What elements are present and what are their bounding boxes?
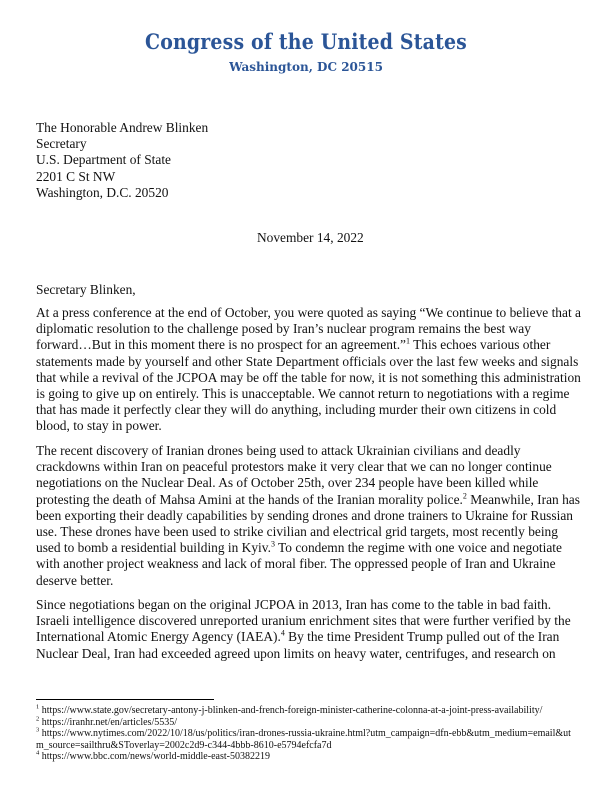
footnote-link[interactable]: https://www.nytimes.com/2022/10/18/us/politics/iran-drones-russia-ukraine.html?utm_campaign=dfn-ebb&utm_medium=email&utm_source=sailthru&SToverlay=2002c2d9-c344-4bbb-8610-e5794efcfa7d [36, 728, 571, 751]
footnote-number: 4 [36, 750, 40, 758]
address-line: Secretary [36, 136, 87, 152]
footnotes [36, 705, 576, 763]
footnote-item [36, 717, 576, 729]
body-paragraph-1 [36, 305, 581, 435]
footnote-item [36, 751, 576, 763]
paragraph-text: This echoes various other statements made by yourself and other State Department officials over the last few weeks and signals that while a revival of the JCPOA may be off the table for now, it is not something this administration is going to give up on entirely. This is unacceptable. We cannot return to negotiations with a regime that has made it perfectly clear they will do anything, including murder their own citizens in cold blood, to stay in power. [36, 337, 581, 434]
letterhead-title: Congress of the United States [144, 29, 468, 54]
footnote-item [36, 705, 576, 717]
footnote-ref[interactable]: 2 [462, 491, 467, 501]
paragraph-text: Since negotiations began on the original JCPOA in 2013, Iran has come to the table in bad faith. Israeli intelligence discovered unreported uranium enrichment sites that were further verified by the International Atomic Energy Agency (IAEA). [36, 597, 571, 645]
paragraph-text: Meanwhile, Iran has been exporting their deadly capabilities by sending drones and drone trainers to Ukraine for Russian use. These drones have been used to strike civilian and electrical grid targets, most recently being used to bomb a residential building in Kyiv. [36, 491, 580, 556]
footnote-link[interactable]: https://iranhr.net/en/articles/5535/ [39, 716, 177, 728]
footnote-ref[interactable]: 3 [270, 539, 275, 549]
paragraph-text: To condemn the regime with one voice and negotiate with another project weakness and lack of moral fiber. The oppressed people of Iran and Ukraine deserve better. [36, 540, 562, 588]
footnote-link[interactable]: https://www.state.gov/secretary-antony-j-blinken-and-french-foreign-minister-catherine-colonna-at-a-joint-press-availability/ [39, 705, 543, 716]
footnote-divider [36, 699, 214, 700]
recipient-address [36, 120, 208, 201]
address-line: The Honorable Andrew Blinken [36, 120, 209, 135]
paragraph-text: At a press conference at the end of October, you were quoted as saying “We continue to believe that a diplomatic resolution to the challenge posed by Iran’s nuclear program remains the best way forward…But in this moment there is no prospect for an agreement.” [36, 305, 581, 353]
address-line: 2201 C St NW [36, 168, 116, 184]
salutation: Secretary Blinken, [36, 282, 136, 297]
footnote-ref[interactable]: 1 [406, 336, 410, 346]
letterhead [0, 30, 612, 74]
footnote-link[interactable]: https://www.bbc.com/news/world-middle-east-50382219 [39, 751, 270, 763]
footnote-number: 1 [36, 703, 40, 711]
paragraph-text: The recent discovery of Iranian drones being used to attack Ukrainian civilians and deadly crackdowns within Iran on peaceful protestors make it very clear that we can no longer continue negotiations on the Nuclear Deal. As of October 25th, over 234 people have been killed while protesting the death of Mahsa Amini at the hands of the Iranian morality police. [36, 443, 552, 507]
letter-date: November 14, 2022 [257, 230, 364, 245]
address-line: Washington, D.C. 20520 [36, 184, 169, 200]
body-paragraph-2 [36, 443, 581, 589]
paragraph-text: By the time President Trump pulled out of the Iran Nuclear Deal, Iran had exceeded agreed upon limits on heavy water, centrifuges, and research on [36, 629, 560, 661]
letterhead-subtitle: Washington, DC 20515 [229, 60, 383, 74]
footnote-ref[interactable]: 4 [280, 628, 285, 638]
body-paragraph-3 [36, 597, 581, 662]
footnote-number: 3 [36, 726, 40, 734]
address-line: U.S. Department of State [36, 152, 171, 168]
footnote-number: 2 [36, 715, 40, 723]
footnote-item [36, 728, 576, 751]
